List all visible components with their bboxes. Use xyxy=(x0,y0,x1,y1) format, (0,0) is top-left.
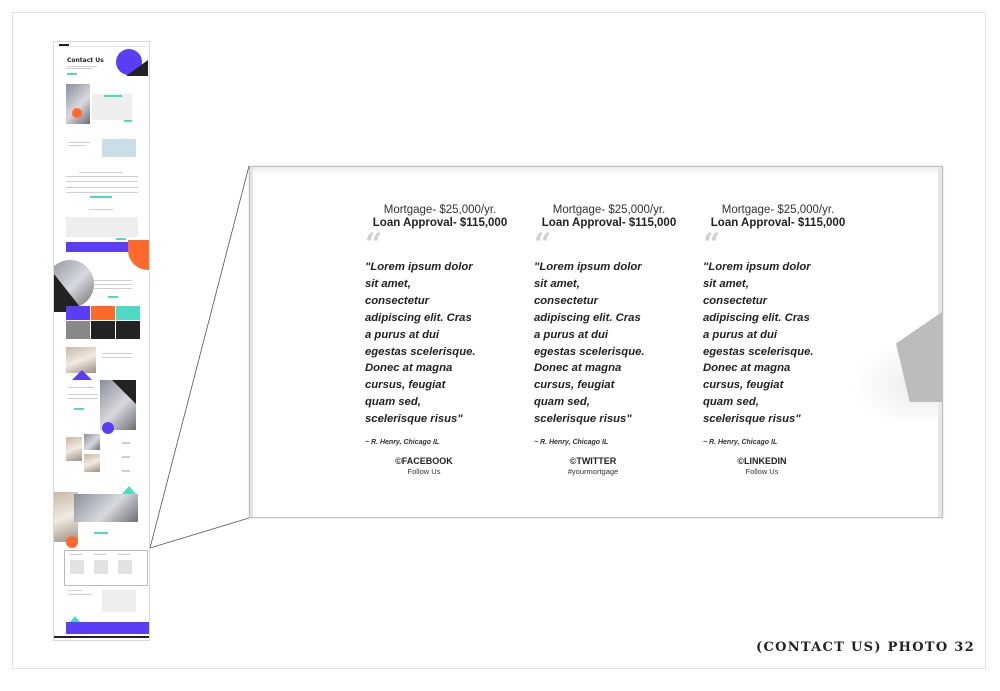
testimonial-quote: "Lorem ipsum dolor sit amet, consectetur adipiscing elit. Cras a purus at dui egestas scelerisque. Donec at magna cursus, feugiat quam sed, scelerisque risus" xyxy=(703,261,814,426)
facebook-follow-text: Follow Us xyxy=(407,467,441,477)
testimonial-author: ~ R. Henry, Chicago IL xyxy=(365,439,440,447)
thumb-nav xyxy=(58,46,146,47)
page-thumbnail[interactable] xyxy=(53,41,150,641)
testimonial-quote: "Lorem ipsum dolor sit amet, consectetur adipiscing elit. Cras a purus at dui egestas scelerisque. Donec at magna cursus, feugiat quam sed, scelerisque risus" xyxy=(534,261,645,426)
loan-approval: Loan Approval- $115,000 xyxy=(710,217,846,229)
linkedin-follow-text: Follow Us xyxy=(745,467,779,477)
mortgage-amount: Mortgage- $25,000/yr. xyxy=(552,204,666,216)
testimonial-card xyxy=(703,204,853,476)
facebook-link[interactable]: ©FACEBOOK xyxy=(395,456,453,467)
thumb-form xyxy=(66,217,138,237)
testimonial-author: ~ R. Henry, Chicago IL xyxy=(703,439,778,447)
twitter-hashtag: #yourmortgage xyxy=(567,467,619,477)
testimonial-author: ~ R. Henry, Chicago IL xyxy=(534,439,609,447)
photo-caption: (CONTACT US) PHOTO 32 xyxy=(756,640,975,655)
quote-mark-icon: “ xyxy=(534,227,552,262)
mortgage-amount: Mortgage- $25,000/yr. xyxy=(383,204,497,216)
testimonial-quote: "Lorem ipsum dolor sit amet, consectetur adipiscing elit. Cras a purus at dui egestas scelerisque. Donec at magna cursus, feugiat quam sed, scelerisque risus" xyxy=(365,261,476,426)
loan-approval: Loan Approval- $115,000 xyxy=(372,217,508,229)
mortgage-amount: Mortgage- $25,000/yr. xyxy=(721,204,835,216)
zoomed-testimonials-panel xyxy=(249,166,943,518)
linkedin-link[interactable]: ©LINKEDIN xyxy=(737,456,787,467)
thumb-footer xyxy=(66,622,150,634)
quote-mark-icon: “ xyxy=(365,227,383,262)
thumb-logo xyxy=(59,44,69,46)
loan-approval: Loan Approval- $115,000 xyxy=(541,217,677,229)
thumb-hero-button xyxy=(67,73,77,75)
twitter-link[interactable]: ©TWITTER xyxy=(569,456,617,467)
quote-mark-icon: “ xyxy=(703,227,721,262)
thumb-contact-title: Contact Us xyxy=(67,57,104,64)
thumb-map xyxy=(102,139,136,157)
testimonial-card xyxy=(534,204,684,476)
testimonial-card xyxy=(365,204,515,476)
thumb-photo-1 xyxy=(66,84,90,124)
